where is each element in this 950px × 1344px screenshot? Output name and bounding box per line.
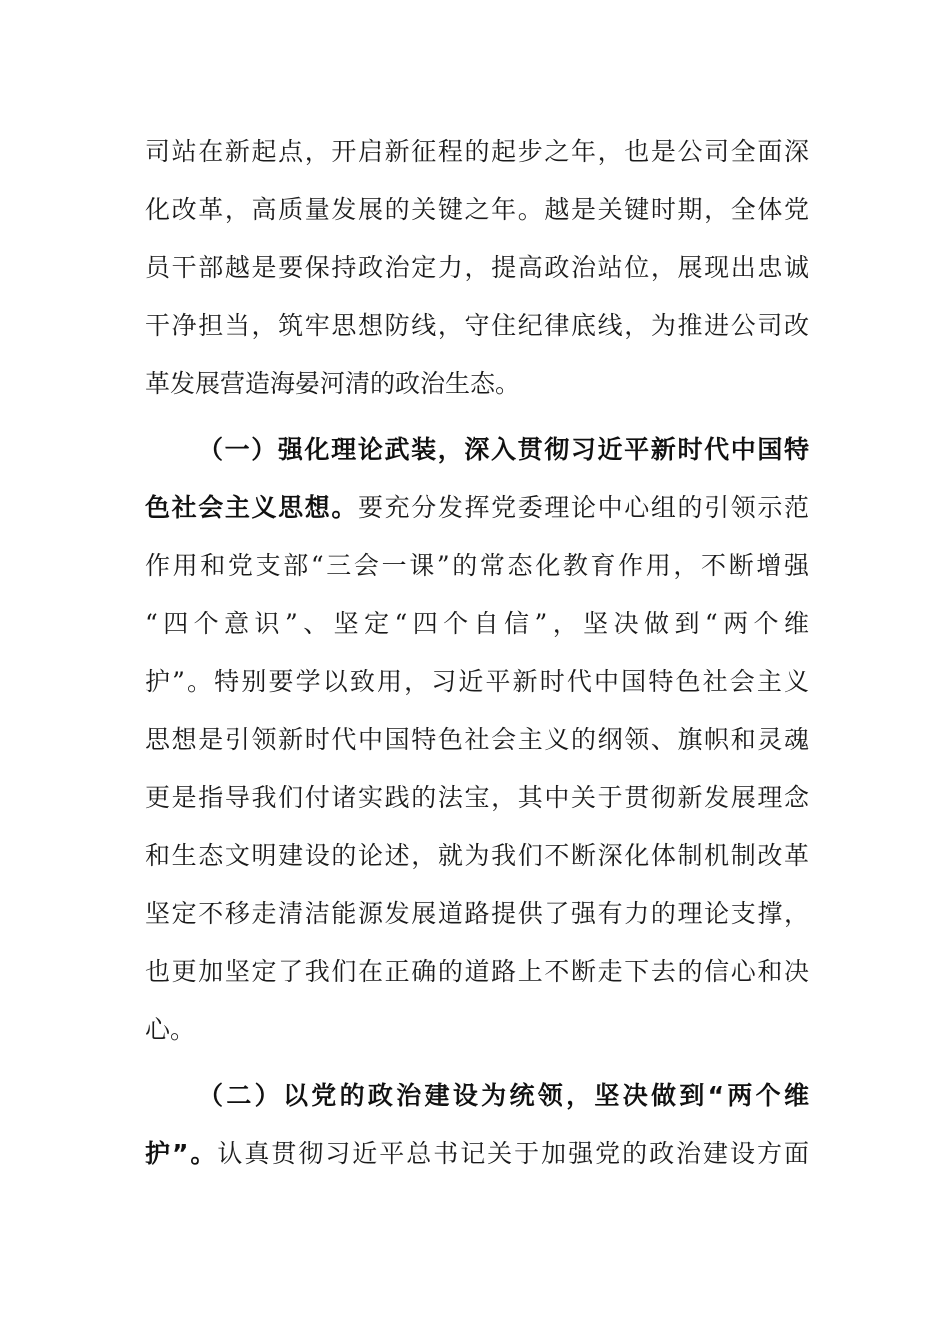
section-1-line-5: 思想是引领新时代中国特色社会主义的纲领、旗帜和灵魂: [145, 725, 809, 754]
section-1-line-1: [145, 488, 809, 528]
section-1-line-2: 作用和党支部“三会一课”的常态化教育作用，不断增强: [145, 551, 809, 580]
section-1-line-10: 心。: [145, 1015, 196, 1044]
section-1-heading: （一）强化理论武装，深入贯彻习近平新时代中国特: [198, 435, 809, 464]
section-1-line-4: 护”。特别要学以致用，习近平新时代中国特色社会主义: [145, 667, 809, 696]
paragraph-1-line-5: 革发展营造海晏河清的政治生态。: [145, 369, 521, 398]
section-2-line-1: [145, 1134, 809, 1174]
section-1-line-8: 坚定不移走清洁能源发展道路提供了强有力的理论支撑，: [145, 899, 809, 928]
paragraph-1-line-2: 化改革，高质量发展的关键之年。越是关键时期，全体党: [145, 195, 809, 224]
section-1-line-1-text: 要充分发挥党委理论中心组的引领示范: [358, 493, 809, 522]
section-2-heading: （二）以党的政治建设为统领，坚决做到“两个维: [198, 1081, 809, 1110]
section-1-line-3: “四个意识”、坚定“四个自信”，坚决做到“两个维: [145, 609, 809, 638]
section-1-heading-cont: 色社会主义思想。: [145, 493, 358, 522]
section-1-line-7: 和生态文明建设的论述，就为我们不断深化体制机制改革: [145, 841, 809, 870]
section-2-heading-cont: 护”。: [145, 1139, 218, 1168]
section-2-line-1-text: 认真贯彻习近平总书记关于加强党的政治建设方面: [217, 1139, 809, 1168]
section-1-line-9: 也更加坚定了我们在正确的道路上不断走下去的信心和决: [145, 957, 809, 986]
paragraph-1-line-1: 司站在新起点，开启新征程的起步之年，也是公司全面深: [145, 137, 809, 166]
paragraph-1-line-4: 干净担当，筑牢思想防线，守住纪律底线，为推进公司改: [145, 311, 809, 340]
section-1-line-6: 更是指导我们付诸实践的法宝，其中关于贯彻新发展理念: [145, 783, 809, 812]
paragraph-1-line-3: 员干部越是要保持政治定力，提高政治站位，展现出忠诚: [145, 253, 809, 282]
